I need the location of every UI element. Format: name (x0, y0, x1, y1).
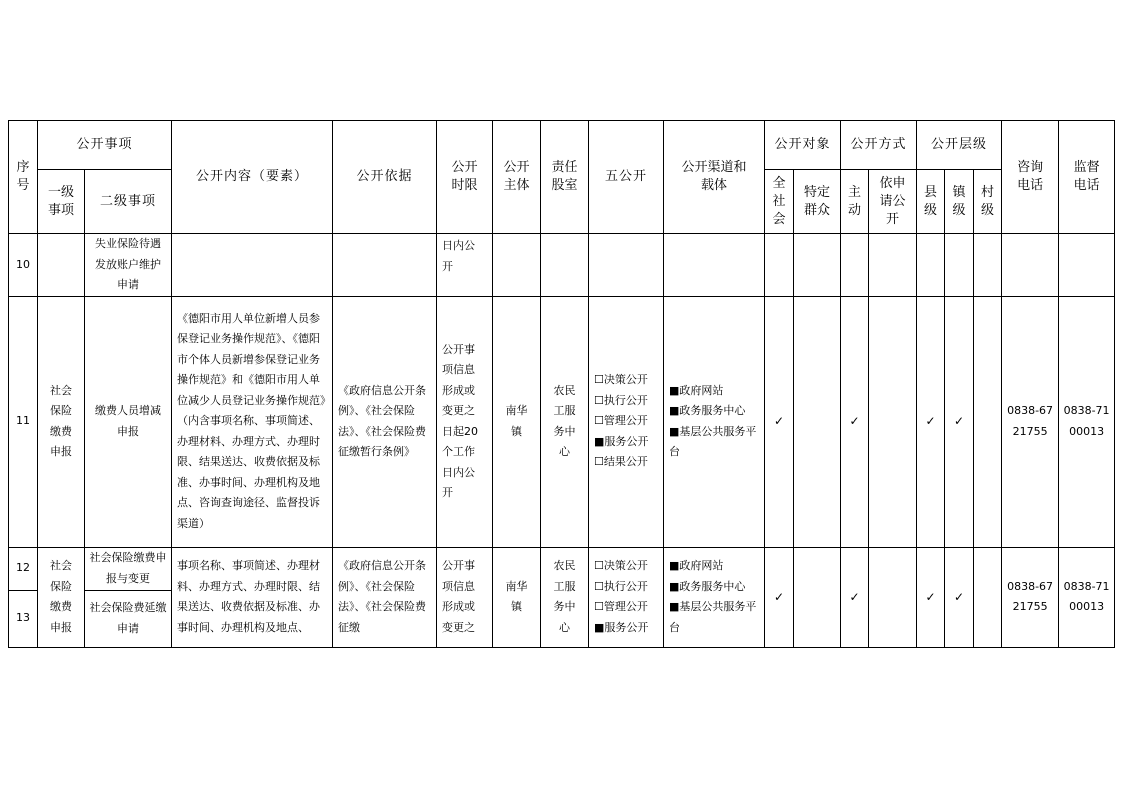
row11-level1: 社会保险缴费申报 (38, 296, 85, 547)
row11-subject: 南华镇 (493, 296, 541, 547)
row12-level-town-check: ✓ (945, 547, 974, 647)
header-content: 公开内容（要素） (172, 121, 333, 234)
header-basis: 公开依据 (333, 121, 437, 234)
row11-seq: 11 (9, 296, 38, 547)
row13-level2: 社会保险费延缴申请 (85, 590, 172, 647)
row10-basis (333, 234, 437, 297)
row12-five-open: ☐决策公开 ☐执行公开 ☐管理公开 ■服务公开 (589, 547, 664, 647)
row11-level-county-check: ✓ (917, 296, 945, 547)
row12-supervise: 0838-7100013 (1059, 547, 1115, 647)
header-target-specific: 特定群众 (794, 170, 841, 234)
row10-level1 (38, 234, 85, 297)
row12-basis: 《政府信息公开条例》、《社会保险法》、《社会保险费征缴 (333, 547, 437, 647)
header-supervise: 监督电话 (1059, 121, 1115, 234)
row10-level2: 失业保险待遇发放账户维护申请 (85, 234, 172, 297)
public-items-table (8, 120, 1115, 648)
table-row (9, 234, 1115, 297)
row12-subject: 南华镇 (493, 547, 541, 647)
row12-target-all-check: ✓ (765, 547, 794, 647)
row11-content: 《德阳市用人单位新增人员参保登记业务操作规范》、《德阳市个体人员新增参保登记业务操作规范》和《德阳市用人单位减少人员登记业务操作规范》（内含事项名称、事项简述、办理材料、办理方式、办理时限、结果送达、收费依据及标准、办事时间、办理机构及地点、咨询查询途径、监督投诉渠道） (172, 296, 333, 547)
row10-time-limit: 日内公开 (437, 234, 493, 297)
row12-seq: 12 (9, 547, 38, 590)
header-level-town: 镇级 (945, 170, 974, 234)
row12-dept: 农民工服务中心 (541, 547, 589, 647)
header-method-active: 主动 (841, 170, 869, 234)
header-level: 公开层级 (917, 121, 1002, 170)
header-level2: 二级事项 (85, 170, 172, 234)
row11-five-open: ☐决策公开 ☐执行公开 ☐管理公开 ■服务公开 ☐结果公开 (589, 296, 664, 547)
row11-supervise: 0838-7100013 (1059, 296, 1115, 547)
header-time-limit: 公开时限 (437, 121, 493, 234)
row13-seq: 13 (9, 590, 38, 647)
header-public-items: 公开事项 (38, 121, 172, 170)
header-level1: 一级事项 (38, 170, 85, 234)
header-dept: 责任股室 (541, 121, 589, 234)
table-row (9, 547, 1115, 590)
header-target: 公开对象 (765, 121, 841, 170)
row11-dept: 农民工服务中心 (541, 296, 589, 547)
header-seq: 序号 (9, 121, 38, 234)
header-channel: 公开渠道和载体 (664, 121, 765, 234)
row11-basis: 《政府信息公开条例》、《社会保险法》、《社会保险费征缴暂行条例》 (333, 296, 437, 547)
row11-level-town-check: ✓ (945, 296, 974, 547)
header-five-open: 五公开 (589, 121, 664, 234)
row12-content: 事项名称、事项简述、办理材料、办理方式、办理时限、结果送达、收费依据及标准、办事时间、办理机构及地点、 (172, 547, 333, 647)
row11-level2: 缴费人员增减申报 (85, 296, 172, 547)
header-subject: 公开主体 (493, 121, 541, 234)
row12-level1: 社会保险缴费申报 (38, 547, 85, 647)
header-level-village: 村级 (974, 170, 1002, 234)
row12-method-active-check: ✓ (841, 547, 869, 647)
row11-method-active-check: ✓ (841, 296, 869, 547)
header-consult: 咨询电话 (1002, 121, 1059, 234)
row11-target-all-check: ✓ (765, 296, 794, 547)
row12-consult: 0838-6721755 (1002, 547, 1059, 647)
row12-level2: 社会保险缴费申报与变更 (85, 547, 172, 590)
table-row (9, 296, 1115, 547)
header-method: 公开方式 (841, 121, 917, 170)
row12-level-county-check: ✓ (917, 547, 945, 647)
header-target-all: 全社会 (765, 170, 794, 234)
row11-channel: ■政府网站 ■政务服务中心 ■基层公共服务平台 (664, 296, 765, 547)
row11-consult: 0838-6721755 (1002, 296, 1059, 547)
row11-time-limit: 公开事项信息形成或变更之日起20个工作日内公开 (437, 296, 493, 547)
row10-content (172, 234, 333, 297)
row12-time-limit: 公开事项信息形成或变更之 (437, 547, 493, 647)
header-level-county: 县级 (917, 170, 945, 234)
row12-channel: ■政府网站 ■政务服务中心 ■基层公共服务平台 (664, 547, 765, 647)
header-method-apply: 依申请公开 (869, 170, 917, 234)
row10-seq: 10 (9, 234, 38, 297)
